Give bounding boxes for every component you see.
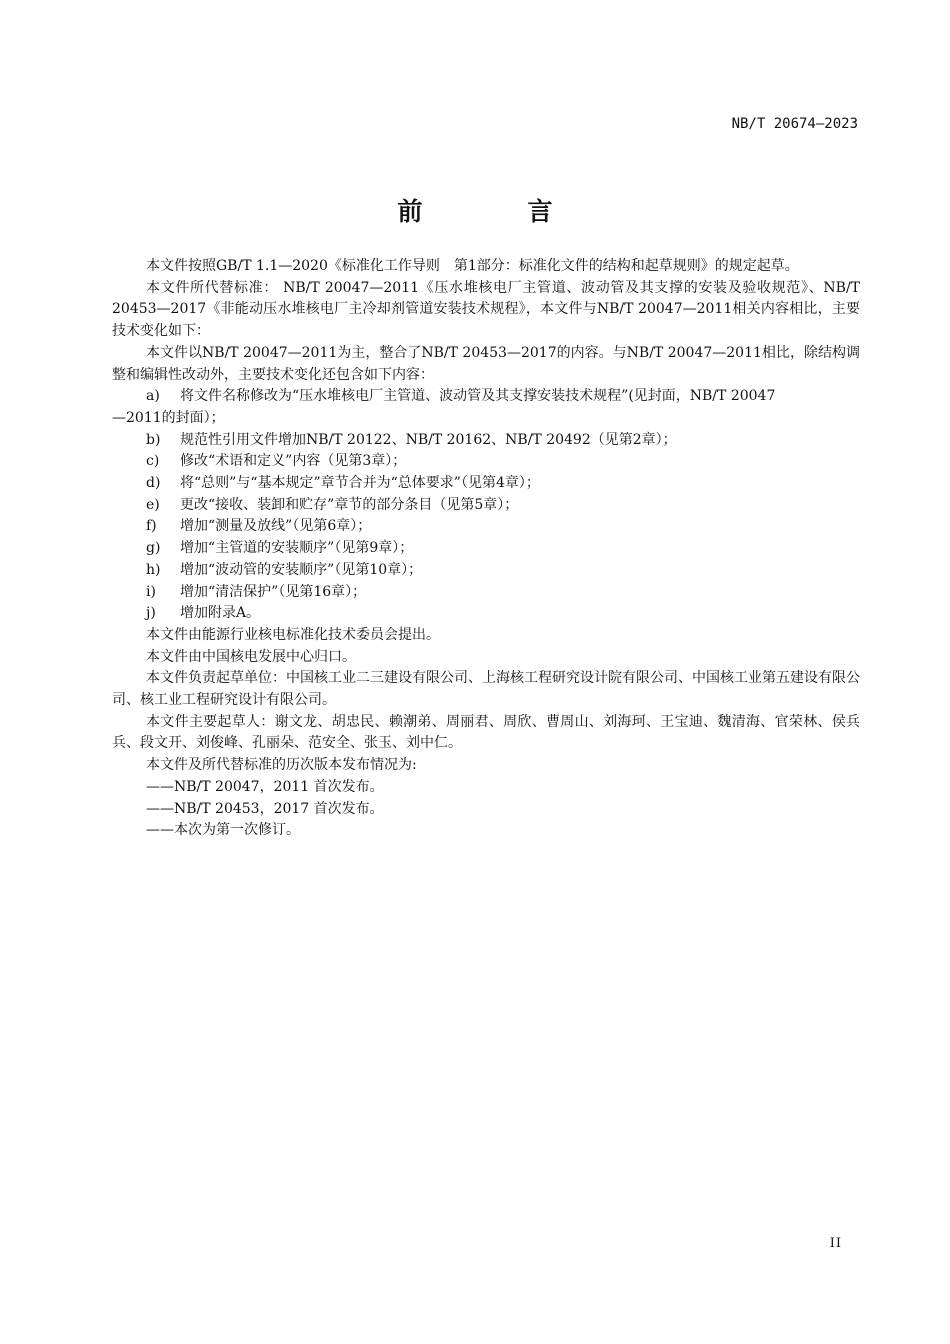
list-label: a)	[146, 388, 160, 405]
list-item	[112, 582, 860, 604]
list-item	[112, 386, 860, 408]
paragraph: 本文件所代替标准： NB/T 20047—2011《压水堆核电厂主管道、波动管及其支撑的安装及验收规范》、NB/T 20453—2017《非能动压水堆核电厂主冷却剂管道安装技术规程》，本文件与NB/T 20047—2011相关内容相比，主要技术变化如下：	[112, 279, 860, 340]
paragraph: 本文件主要起草人：谢文龙、胡忠民、赖潮弟、周丽君、周欣、曹周山、刘海珂、王宝迪、魏清海、官荣林、侯兵兵、段文开、刘俊峰、孔丽朵、范安全、张玉、刘中仁。	[112, 713, 860, 752]
paragraph: 本文件由中国核电发展中心归口。	[146, 648, 356, 665]
list-text: 修改“术语和定义”内容（见第3章）；	[180, 453, 407, 470]
list-item	[112, 603, 860, 625]
release-history-item: ——NB/T 20047，2011 首次发布。	[146, 778, 384, 795]
paragraph: 本文件以NB/T 20047—2011为主，整合了NB/T 20453—2017的内容。与NB/T 20047—2011相比，除结构调整和编辑性改动外，主要技术变化还包含如下内容：	[112, 344, 860, 383]
list-item	[112, 430, 860, 452]
list-item	[112, 451, 860, 473]
list-text: 更改“接收、装卸和贮存”章节的部分条目（见第5章）；	[180, 496, 519, 513]
list-text: 增加“波动管的安装顺序”（见第10章）；	[180, 561, 423, 578]
paragraph: 本文件及所代替标准的历次版本发布情况为:	[146, 757, 417, 774]
list-label: g)	[146, 540, 161, 557]
page-title: 前 言	[397, 197, 593, 226]
list-label: i)	[146, 583, 156, 600]
page-number: II	[829, 1236, 842, 1251]
list-text: 将文件名称修改为“压水堆核电厂主管道、波动管及其支撑安装技术规程”(见封面，NB/T 20047	[180, 388, 776, 405]
list-text: 增加“主管道的安装顺序”（见第9章）；	[180, 540, 414, 557]
list-item	[112, 495, 860, 517]
paragraph: 本文件负责起草单位：中国核工业二三建设有限公司、上海核工程研究设计院有限公司、中国核工业第五建设有限公司、核工业工程研究设计有限公司。	[112, 670, 860, 709]
list-label: j)	[146, 605, 156, 622]
list-label: e)	[146, 496, 160, 513]
paragraph: 本文件由能源行业核电标准化技术委员会提出。	[146, 626, 440, 643]
list-text: 规范性引用文件增加NB/T 20122、NB/T 20162、NB/T 20492（见第2章）；	[180, 431, 677, 448]
paragraph: 本文件按照GB/T 1.1—2020《标准化工作导则 第1部分：标准化文件的结构和起草规则》的规定起草。	[146, 258, 799, 274]
list-text: 增加“测量及放线”（见第6章）；	[180, 518, 372, 535]
list-label: c)	[146, 453, 160, 470]
standard-code: NB/T 20674—2023	[731, 116, 858, 132]
list-item	[112, 473, 860, 495]
list-label: f)	[146, 518, 157, 535]
list-item	[112, 516, 860, 538]
list-item-continuation: —2011的封面）；	[112, 409, 225, 426]
release-history-item: ——NB/T 20453，2017 首次发布。	[146, 800, 384, 817]
list-text: 将“总则”与“基本规定”章节合并为“总体要求”（见第4章）；	[180, 475, 540, 492]
document-body	[112, 256, 860, 842]
list-text: 增加附录A。	[180, 605, 261, 622]
list-label: b)	[146, 431, 161, 448]
list-text: 增加“清洁保护”（见第16章）；	[180, 583, 367, 600]
list-item	[112, 560, 860, 582]
list-label: d)	[146, 475, 161, 492]
change-list	[112, 386, 860, 625]
release-history-item: ——本次为第一次修订。	[146, 822, 300, 839]
list-item	[112, 538, 860, 560]
list-label: h)	[146, 561, 161, 578]
